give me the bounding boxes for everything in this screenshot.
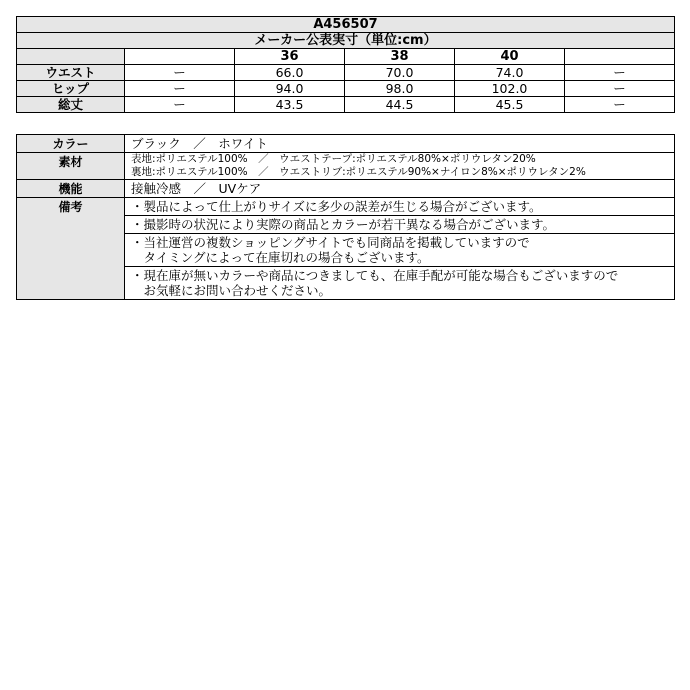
row-label-length: 総丈: [17, 97, 125, 113]
corner-cell: [17, 49, 125, 65]
notes-list: [125, 198, 675, 300]
size-column-empty-right: [565, 49, 675, 65]
note-text: ・現在庫が無いカラーや商品につきましても、在庫手配が可能な場合もございますので: [131, 268, 619, 283]
table-cell: 66.0: [235, 65, 345, 81]
table-cell: ー: [125, 65, 235, 81]
function-value: 接触冷感 ／ UVケア: [131, 181, 262, 196]
table-cell: 44.5: [345, 97, 455, 113]
spec-row-color: [17, 135, 675, 153]
spec-label: カラー: [17, 135, 125, 153]
table-cell: ー: [125, 97, 235, 113]
size-table-subtitle: メーカー公表実寸（単位:cm）: [17, 33, 675, 49]
spec-value: [125, 135, 675, 153]
list-item: [125, 216, 674, 234]
note-text: ・撮影時の状況により実際の商品とカラーが若干異なる場合がございます。: [131, 217, 556, 232]
size-column-empty-left: [125, 49, 235, 65]
product-code: A456507: [17, 17, 675, 33]
spec-value: [125, 153, 675, 180]
spec-table: [16, 134, 675, 300]
note-text: ・当社運営の複数ショッピングサイトでも同商品を掲載していますので: [131, 235, 530, 250]
table-row: [17, 81, 675, 97]
table-row: [17, 97, 675, 113]
spec-label: 素材: [17, 153, 125, 180]
material-line: 裏地:ポリエステル100% ／ ウエストリブ:ポリエステル90%×ナイロン8%×ポリウレタン2%: [131, 166, 586, 178]
size-table: [16, 16, 675, 113]
list-item: [125, 234, 674, 267]
table-cell: 94.0: [235, 81, 345, 97]
list-item: [125, 198, 674, 216]
table-cell: ー: [565, 81, 675, 97]
table-cell: 43.5: [235, 97, 345, 113]
size-column-header: 38: [345, 49, 455, 65]
table-cell: 70.0: [345, 65, 455, 81]
spec-row-notes: [17, 198, 675, 300]
list-item: [125, 267, 674, 299]
table-cell: ー: [565, 97, 675, 113]
note-text: タイミングによって在庫切れの場合もございます。: [131, 250, 430, 265]
table-cell: ー: [565, 65, 675, 81]
note-text: ・製品によって仕上がりサイズに多少の誤差が生じる場合がございます。: [131, 199, 542, 214]
spec-label: 機能: [17, 180, 125, 198]
material-line: 表地:ポリエステル100% ／ ウエストテープ:ポリエステル80%×ポリウレタン20%: [131, 153, 536, 165]
spec-row-function: [17, 180, 675, 198]
spec-label: 備考: [17, 198, 125, 300]
size-column-header: 36: [235, 49, 345, 65]
note-text: お気軽にお問い合わせください。: [131, 283, 332, 298]
row-label-waist: ウエスト: [17, 65, 125, 81]
spec-value: [125, 180, 675, 198]
table-row: [17, 65, 675, 81]
spec-row-material: [17, 153, 675, 180]
table-cell: 74.0: [455, 65, 565, 81]
row-label-hip: ヒップ: [17, 81, 125, 97]
table-cell: 98.0: [345, 81, 455, 97]
table-cell: 45.5: [455, 97, 565, 113]
color-value: ブラック ／ ホワイト: [131, 136, 268, 151]
table-cell: ー: [125, 81, 235, 97]
table-cell: 102.0: [455, 81, 565, 97]
size-column-header: 40: [455, 49, 565, 65]
